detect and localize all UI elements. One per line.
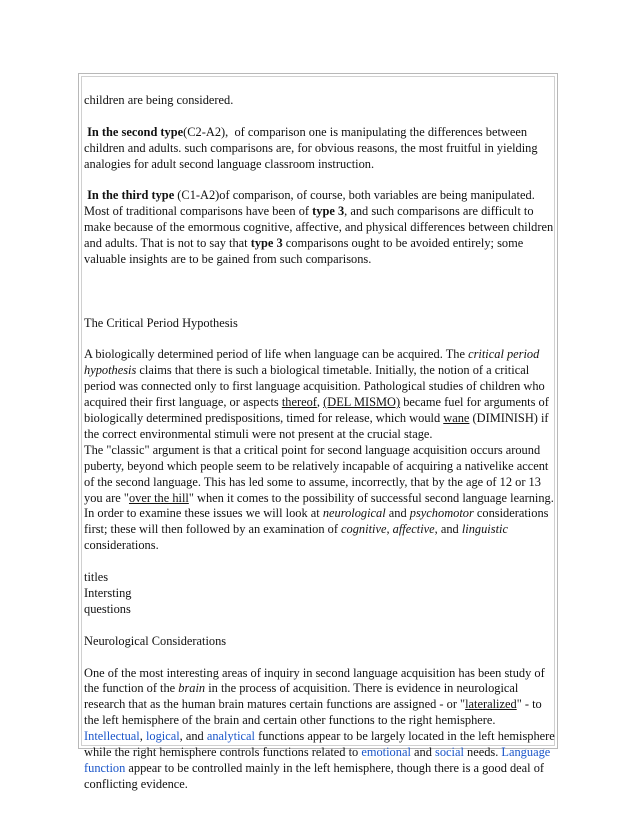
second-type-code: (C2-A2), xyxy=(183,124,229,139)
note-titles: titles xyxy=(84,570,109,585)
neuro-emotional: emotional xyxy=(361,745,411,760)
critical-period-heading-text: The Critical Period Hypothesis xyxy=(84,315,238,330)
neuro-lateralized: lateralized xyxy=(465,697,517,712)
neuro-heading xyxy=(84,634,556,650)
cp2-text-a: The "classic" argument is that a critical point for second language acquisition occurs around puberty, beyond which people seem to be relatively incapable of acquiring a nativelike accent of the second language. This has led some to assume, incorrectly, that by the age of 12 or 13 you are " xyxy=(84,442,549,505)
cp-text-d: (DIMINISH) if the correct environmental stimuli were not present at the crucial stage. xyxy=(84,411,549,441)
neuro-intellectual: Intellectual xyxy=(84,729,140,744)
cp-del-mismo: (DEL MISMO) xyxy=(323,395,401,410)
cp2-psychomotor: psychomotor xyxy=(409,506,474,521)
note-questions: questions xyxy=(84,601,131,616)
second-type-label: In the second type xyxy=(87,124,184,139)
cp-comma: , xyxy=(316,395,324,410)
second-type-text: of comparison one is manipulating the differences between children and adults. such comparisons are, for obvious reasons, the most fruitful in yielding analogies for adult second language classroom instruction. xyxy=(84,124,541,171)
spacer xyxy=(84,284,556,316)
cp2-comma-1: , xyxy=(386,522,393,537)
neuro-text-c: " - to the left hemisphere of the brain and certain other functions to the right hemisphere. xyxy=(84,697,542,728)
document-body xyxy=(84,93,556,809)
third-type-label: In the third type xyxy=(87,188,175,203)
intro-text: children are being considered. xyxy=(84,93,234,107)
cp2-neurological: neurological xyxy=(322,506,386,521)
neuro-text-d: functions appear to be largely located in the left hemisphere while the right hemisphere controls functions related to xyxy=(84,729,555,760)
notes-block xyxy=(84,570,556,618)
neuro-text-e: needs. xyxy=(463,745,502,760)
cp-wane: wane xyxy=(443,411,470,426)
cp2-affective: affective xyxy=(392,522,435,537)
cp2-text-b: " when it comes to the possibility of successful second language learning. In order to examine these issues we will look at xyxy=(84,490,554,521)
third-type-text-3: comparisons ought to be avoided entirely; some valuable insights are to be gained from such comparisons. xyxy=(84,236,524,267)
neuro-heading-text: Neurological Considerations xyxy=(84,633,227,648)
neuro-brain: brain xyxy=(178,681,206,696)
neuro-comma-2: , and xyxy=(179,729,207,744)
cp-thereof: thereof xyxy=(281,395,317,410)
neuro-logical: logical xyxy=(145,729,180,744)
neuro-text-a: One of the most interesting areas of inquiry in second language acquisition has been study of the function of the xyxy=(84,665,545,696)
neuro-and: and xyxy=(410,745,435,760)
cp2-text-c: considerations first; these will then followed by an examination of xyxy=(84,506,549,537)
third-type-text-1: (C1-A2)of comparison, of course, both variables are being manipulated. Most of traditional comparisons have been of xyxy=(84,188,535,219)
type3-term-1: type 3 xyxy=(312,204,345,219)
critical-period-paragraph xyxy=(84,347,556,554)
cp2-linguistic: linguistic xyxy=(461,522,508,537)
note-intersting: Intersting xyxy=(84,586,132,600)
neuro-text-f: appear to be controlled mainly in the left hemisphere, though there is a good deal of conflicting evidence. xyxy=(84,760,545,791)
cp2-text-d: considerations. xyxy=(84,538,159,553)
third-type-paragraph xyxy=(84,188,556,268)
cp-text-a: A biologically determined period of life when language can be acquired. The xyxy=(84,347,469,362)
third-type-text-2: , and such comparisons are difficult to make because of the emormous cognitive, affective, and physical differences between children and adults. That is not to say that xyxy=(84,204,554,251)
cp-text-b: claims that there is such a biological timetable. Initially, the notion of a critical period was connected only to first language acquisition. Pathological studies of children who acquired their first language, or aspects xyxy=(84,363,545,410)
cp2-cognitive: cognitive xyxy=(341,522,387,537)
cp2-over-the-hill: over the hill xyxy=(128,490,189,505)
intro-line xyxy=(84,93,556,109)
second-type-paragraph xyxy=(84,125,556,173)
neuro-text-b: in the process of acquisition. There is evidence in neurological research that as the human brain matures certain functions are assigned - or " xyxy=(84,681,519,712)
cp2-comma-2: , and xyxy=(434,522,462,537)
cp-term: critical period hypothesis xyxy=(84,347,540,378)
neuro-comma-1: , xyxy=(139,729,146,744)
critical-period-heading xyxy=(84,316,556,332)
neuro-analytical: analytical xyxy=(206,729,256,744)
cp2-and: and xyxy=(385,506,410,521)
neuro-social: social xyxy=(435,745,464,760)
neuro-paragraph xyxy=(84,666,556,793)
type3-term-2: type 3 xyxy=(250,236,283,251)
neuro-language-function: Language function xyxy=(84,745,551,775)
cp-text-c: became fuel for arguments of biologically determined predispositions, timed for release, which would xyxy=(84,395,549,426)
